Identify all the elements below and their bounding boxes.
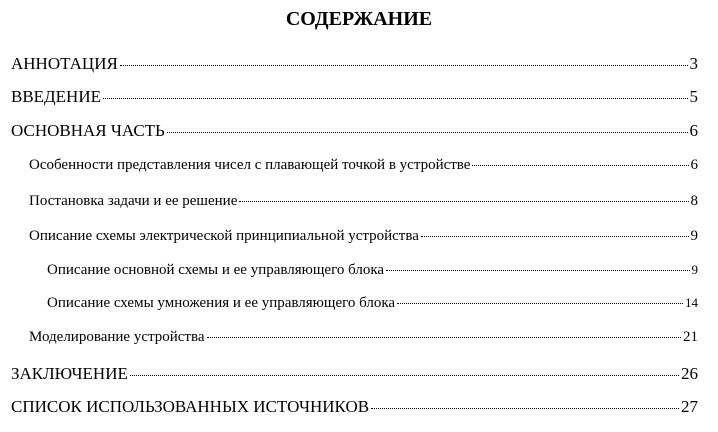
toc-dot-leader	[371, 408, 679, 409]
toc-dot-leader	[472, 165, 688, 166]
toc-entry-main-part[interactable]	[11, 121, 698, 141]
toc-page-number: 9	[691, 262, 698, 277]
toc-dot-leader	[120, 65, 688, 66]
toc-entry-annotation[interactable]	[11, 54, 698, 74]
toc-page-number: 9	[690, 228, 698, 244]
toc-entry-label: ВВЕДЕНИЕ	[11, 87, 101, 106]
toc-entry-main-circuit[interactable]	[47, 262, 698, 279]
page-title: СОДЕРЖАНИЕ	[285, 8, 433, 30]
toc-entry-label: Описание схемы электрической принципиальной устройства	[29, 228, 419, 244]
toc-entry-conclusion[interactable]	[11, 364, 698, 384]
toc-dot-leader	[397, 303, 683, 304]
toc-entry-multiplication-circuit[interactable]	[47, 295, 698, 312]
toc-dot-leader	[421, 236, 689, 237]
toc-page-number: 14	[685, 295, 698, 310]
toc-dot-leader	[207, 337, 681, 338]
toc-entry-label: Особенности представления чисел с плавающей точкой в устройстве	[29, 157, 471, 173]
toc-dot-leader	[386, 270, 689, 271]
toc-dot-leader	[130, 375, 679, 376]
toc-page-number: 3	[689, 54, 698, 73]
toc-page-number: 5	[689, 87, 698, 106]
toc-dot-leader	[103, 98, 688, 99]
toc-entry-label: ОСНОВНАЯ ЧАСТЬ	[11, 121, 165, 140]
toc-page-number: 6	[690, 157, 698, 173]
toc-page-number: 8	[690, 193, 698, 209]
toc-entry-float-representation[interactable]	[29, 157, 698, 174]
toc-entry-modeling[interactable]	[29, 329, 698, 346]
toc-entry-label: Описание схемы умножения и ее управляющего блока	[47, 295, 396, 311]
toc-entry-label: СПИСОК ИСПОЛЬЗОВАННЫХ ИСТОЧНИКОВ	[11, 397, 370, 416]
toc-entry-label: Моделирование устройства	[29, 329, 205, 345]
toc-entry-label: Постановка задачи и ее решение	[29, 193, 238, 209]
toc-dot-leader	[239, 201, 688, 202]
toc-page-number: 6	[689, 121, 698, 140]
toc-page-number: 21	[683, 329, 698, 345]
toc-entry-introduction[interactable]	[11, 87, 698, 107]
toc-page-number: 27	[681, 397, 698, 416]
toc-entry-circuit-description[interactable]	[29, 228, 698, 245]
toc-entry-references[interactable]	[11, 397, 698, 417]
toc-entry-label: Описание основной схемы и ее управляющего блока	[47, 262, 385, 278]
toc-entry-problem-statement[interactable]	[29, 193, 698, 210]
toc-dot-leader	[167, 132, 688, 133]
toc-entry-label: ЗАКЛЮЧЕНИЕ	[11, 364, 128, 383]
toc-entry-label: АННОТАЦИЯ	[11, 54, 118, 73]
toc-page-number: 26	[681, 364, 698, 383]
